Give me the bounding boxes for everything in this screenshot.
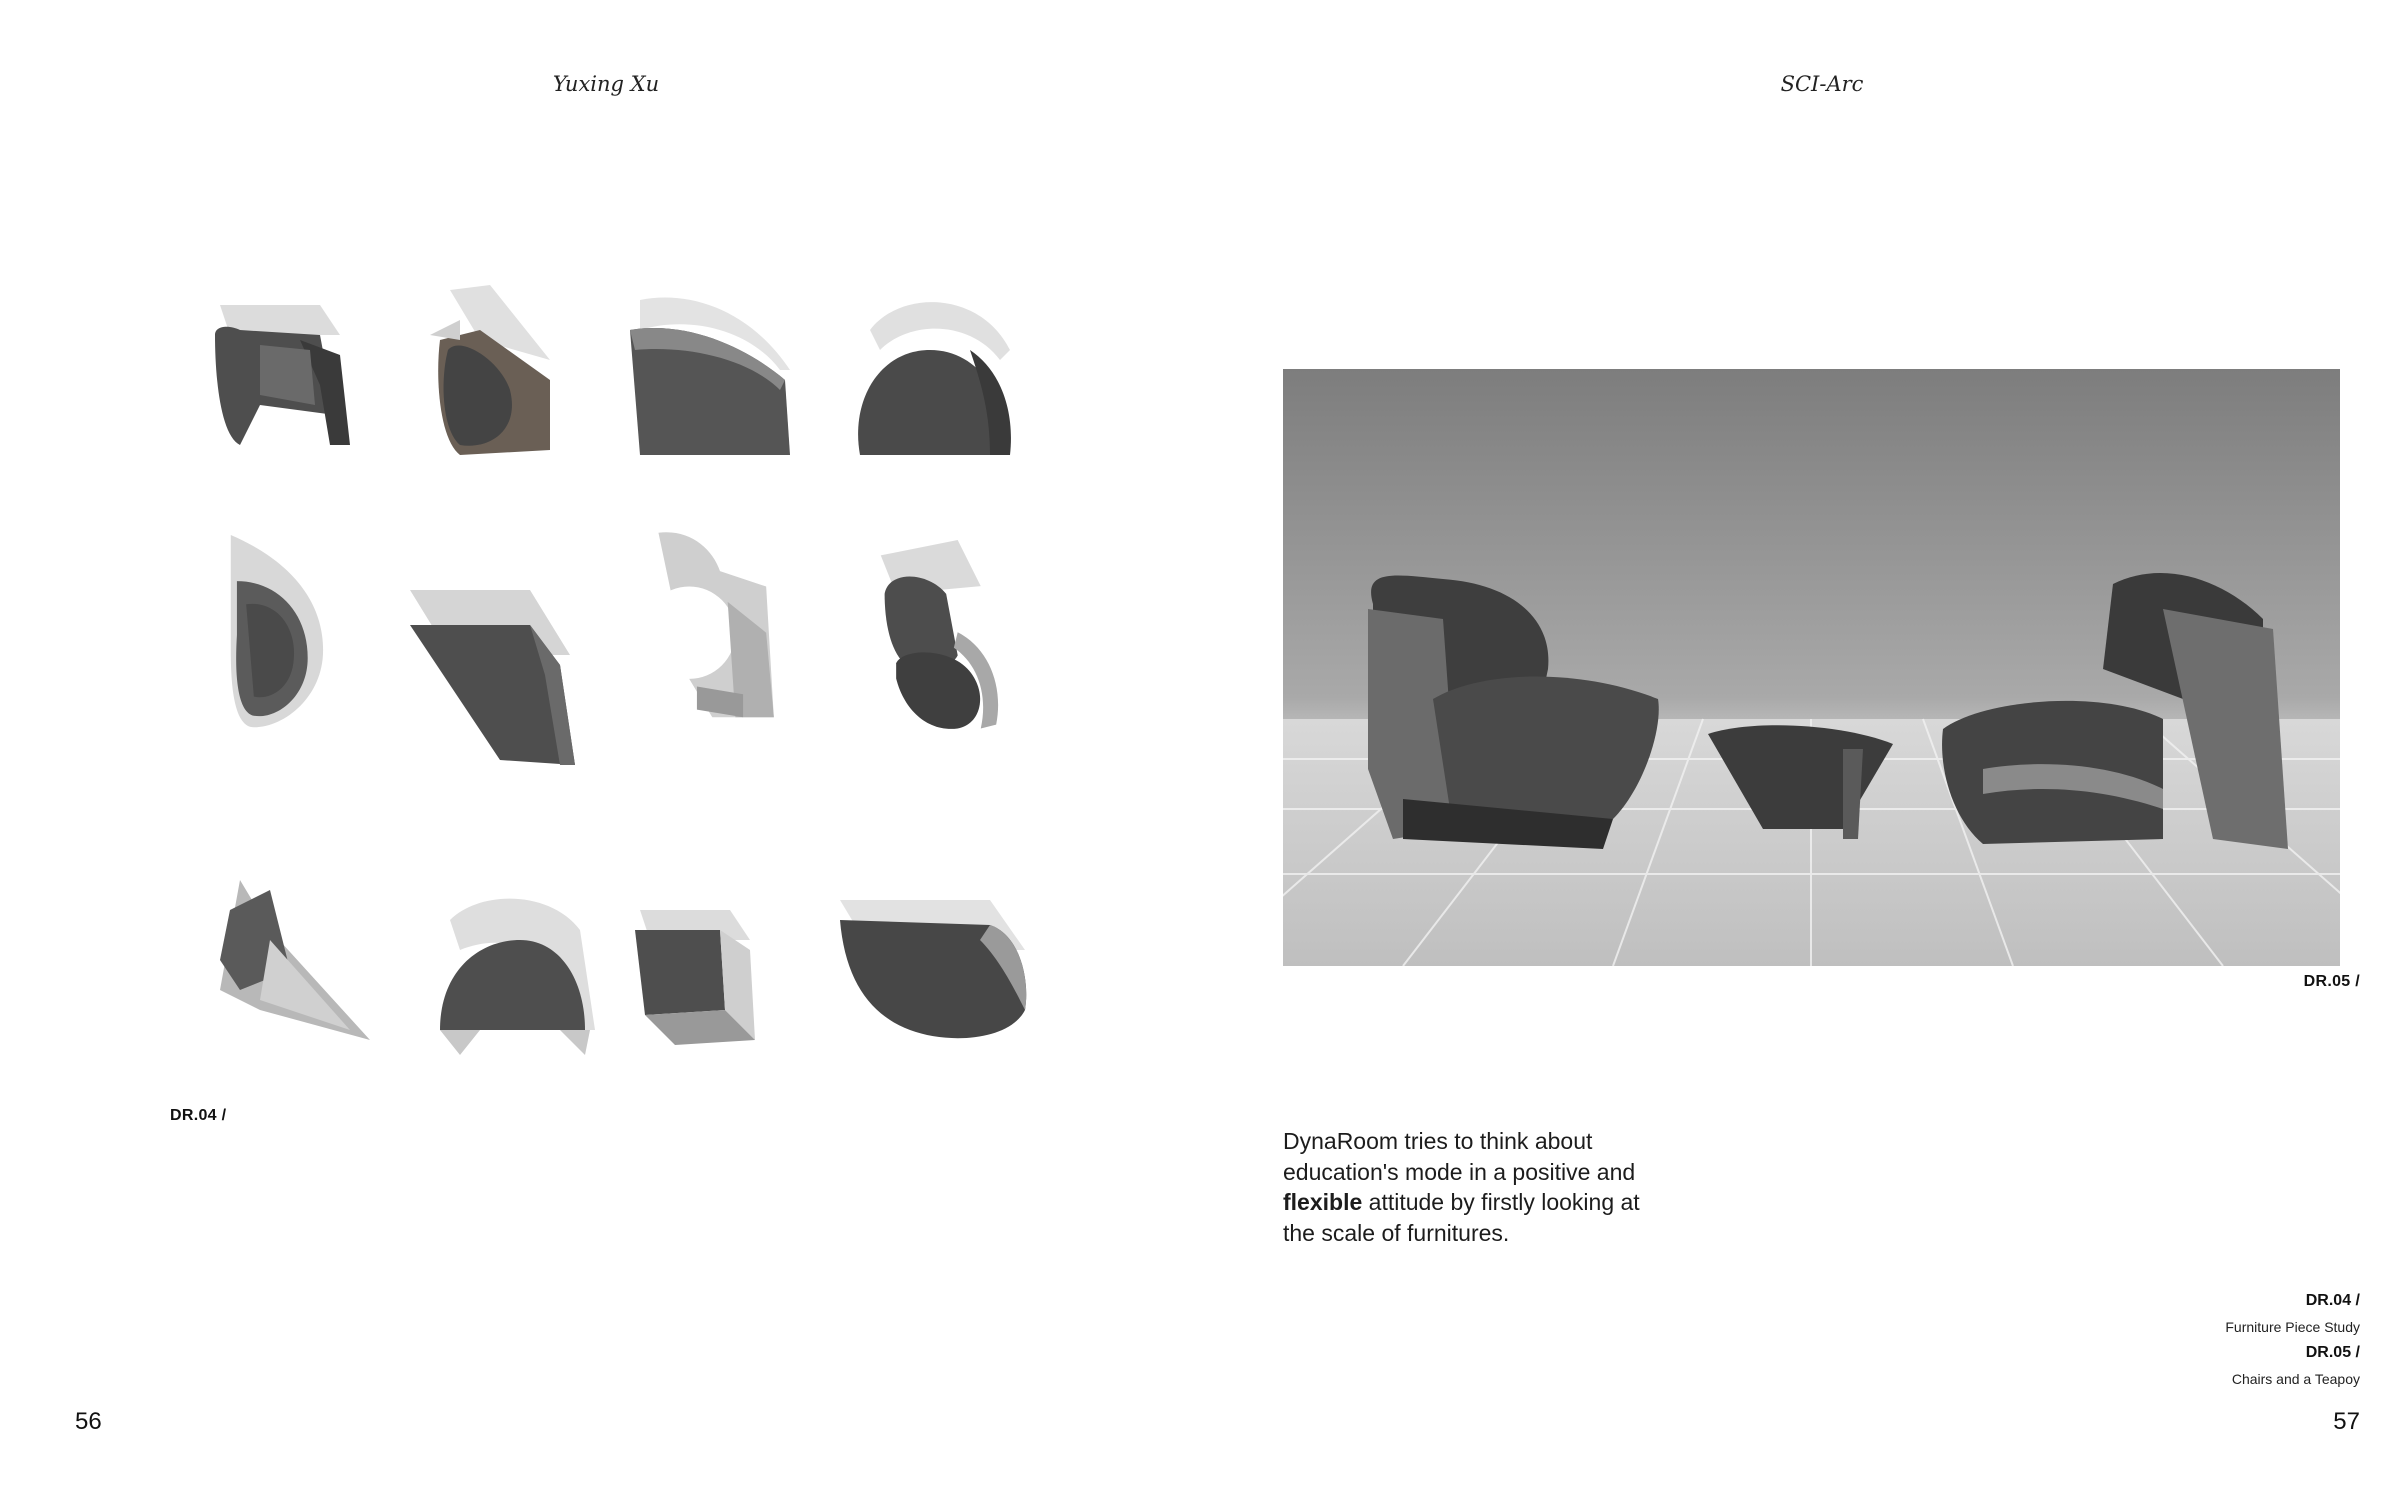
study-piece-7 xyxy=(620,525,820,725)
study-piece-2 xyxy=(420,280,620,480)
study-piece-8 xyxy=(850,540,1050,740)
study-piece-9 xyxy=(200,870,400,1070)
body-text-after: attitude by firstly looking at the scale of furnitures. xyxy=(1283,1189,1640,1246)
chairs-render-image xyxy=(1283,369,2340,966)
body-text-before: DynaRoom tries to think about education's mode in a positive and xyxy=(1283,1128,1636,1185)
caption-title: DR.04 / xyxy=(2305,1292,2360,1309)
study-piece-5 xyxy=(200,535,400,735)
study-piece-12 xyxy=(830,890,1030,1090)
study-piece-6 xyxy=(400,585,600,785)
running-header-school: SCI-Arc xyxy=(1780,72,1864,96)
figure-captions xyxy=(2060,1288,2360,1392)
study-piece-10 xyxy=(420,890,620,1090)
body-text-bold: flexible xyxy=(1283,1189,1363,1215)
body-paragraph xyxy=(1283,1126,1643,1248)
study-piece-4 xyxy=(840,290,1040,490)
page-number-left: 56 xyxy=(75,1408,102,1435)
study-piece-11 xyxy=(620,900,820,1100)
study-piece-1 xyxy=(200,295,400,495)
page-number-right: 57 xyxy=(2333,1408,2360,1435)
study-piece-3 xyxy=(610,290,810,490)
caption-description: Furniture Piece Study xyxy=(2225,1319,2360,1335)
figure-label-dr05: DR.05 / xyxy=(2303,973,2360,990)
caption-title: DR.05 / xyxy=(2305,1344,2360,1361)
furniture-study-grid xyxy=(170,270,1070,1070)
figure-label-dr04: DR.04 / xyxy=(170,1107,227,1124)
running-header-author: Yuxing Xu xyxy=(552,72,660,96)
caption-description: Chairs and a Teapoy xyxy=(2231,1371,2360,1387)
